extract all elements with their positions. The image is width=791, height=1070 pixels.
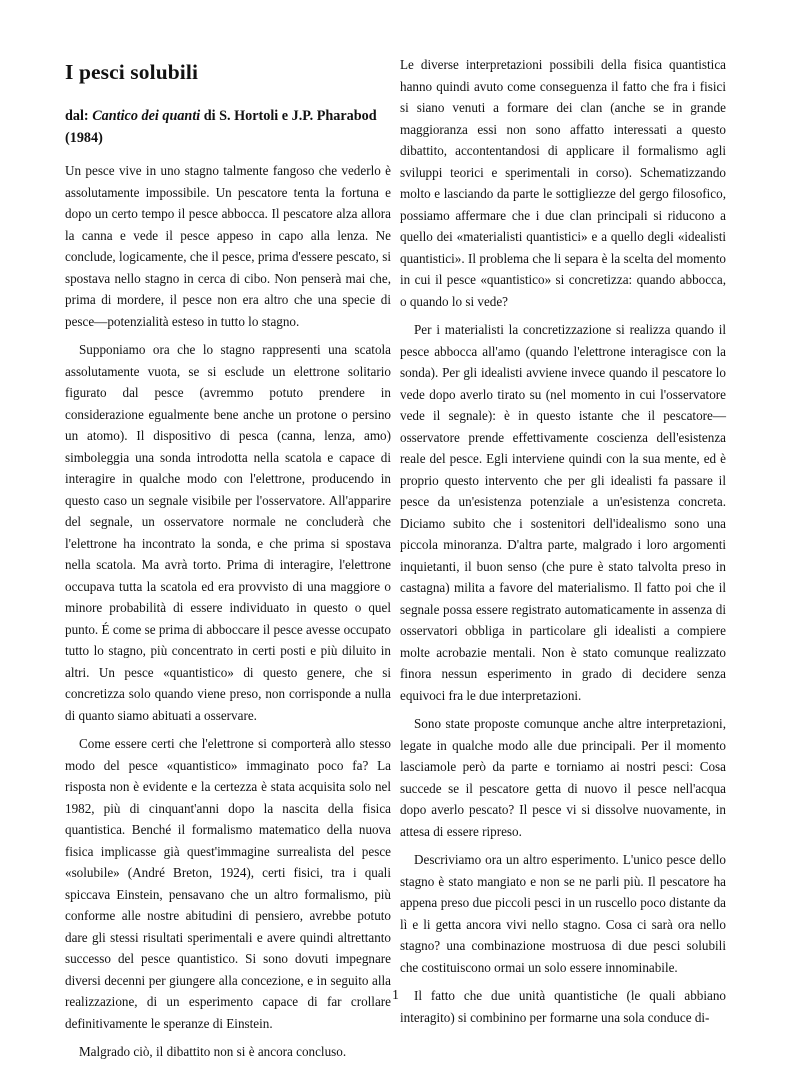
left-column <box>65 54 391 1070</box>
source-authors: di S. Hortoli e J.P. Pharabod (1984) <box>65 108 377 146</box>
paragraph: Le diverse interpretazioni possibili della fisica quantistica hanno quindi avuto come conseguenza il fatto che fra i fisici si siano venuti a formare dei clan (anche se in grande maggioranza essi non sono affatto interessati a questo dibattito, accontentandosi di applicare il formalismo agli sviluppi teorici e sperimentali in corso). Schematizzando molto e lasciando da parte le sottigliezze del gergo filosofico, possiamo affermare che i due clan principali si riducono a quello dei «materialisti quantistici» e a quello degli «idealisti quantistici». Il problema che li separa è la scelta del momento in cui il pesce «quantistico» si concretizza: quando abbocca, o quando lo si vede? <box>400 57 726 309</box>
paragraph: Per i materialisti la concretizzazione si realizza quando il pesce abbocca all'amo (quando l'elettrone interagisce con la sonda). Per gli idealisti avviene invece quando il pescatore lo vede dopo averlo tirato su (nel momento in cui l'osservatore vede il segnale): è in questo istante che il pescatore—osservatore prende effettivamente coscienza dell'esistenza reale del pesce. Egli interviene quindi con la sua mente, ed è proprio questo intervento che per gli idealisti fa passare il pesce da un'esistenza potenziale a un'esistenza concreta. Diciamo subito che i sostenitori dell'idealismo sono una piccola minoranza. D'altra parte, malgrado i loro argomenti inquietanti, il buon senso (che pure è stato talvolta preso in castagna) milita a favore del materialismo. Il fatto poi che il segnale possa essere registrato automaticamente in assenza di osservatori obbliga in particolare gli idealisti a compiere molte acrobazie mentali. Non è stato comunque realizzato finora nessun esperimento in grado di decidere senza equivoci fra le due interpretazioni. <box>400 322 726 703</box>
paragraph: Un pesce vive in uno stagno talmente fangoso che vederlo è assolutamente impossibile. Un pescatore tenta la fortuna e dopo un certo tempo il pesce abbocca. Il pescatore alza allora la canna e vede il pesce appeso in capo alla lenza. Ne conclude, logicamente, che il pesce, prima d'essere pescato, si spostava nello stagno in cerca di cibo. Non penserà mai che, prima di mordere, il pesce non era altro che una specie di pesce—potenzialità esteso in tutto lo stagno. <box>65 163 391 329</box>
source-prefix: dal: <box>65 108 89 124</box>
right-column <box>400 54 726 1035</box>
source-work-title: Cantico dei quanti <box>92 108 201 124</box>
page-number: 1 <box>392 987 399 1002</box>
paragraph: Il fatto che due unità quantistiche (le quali abbiano interagito) si combinino per formarne una sola conduce di- <box>400 988 726 1025</box>
paragraph: Descriviamo ora un altro esperimento. L'unico pesce dello stagno è stato mangiato e non se ne parli più. Il pescatore ha appena preso due piccoli pesci in un ruscello poco distante da lì e li getta ancora vivi nello stagno. Cosa ci sarà ora nello stagno? una combinazione mostruosa di due pesci solubili che costituiscono ormai un solo essere innominabile. <box>400 852 726 975</box>
paragraph: Malgrado ciò, il dibattito non si è ancora concluso. <box>79 1044 347 1059</box>
page-title: I pesci solubili <box>65 60 199 84</box>
paragraph: Come essere certi che l'elettrone si comporterà allo stesso modo del pesce «quantistico» immaginato poco fa? La risposta non è evidente e la certezza è stata acquisita solo nel 1982, più di cinquant'anni dopo la nascita della fisica quantistica. Benché il formalismo matematico della nuova fisica implicasse già quest'immagine surrealista del pesce «solubile» (André Breton, 1924), certi fisici, tra i quali spiccava Einstein, pensavano che un altro formalismo, più conforme alle nostre abitudini di pensiero, avrebbe potuto dare gli stessi risultati sperimentali e avere quindi altrettanto successo del pesce quantistico. Si sono dovuti impegnare diversi decenni per giungere alla concezione, e in seguito alla realizzazione, di un esperimento capace di far crollare definitivamente le speranze di Einstein. <box>65 736 391 1031</box>
source-line <box>65 105 391 149</box>
paragraph: Sono state proposte comunque anche altre interpretazioni, legate in qualche modo alle due principali. Per il momento lasciamole però da parte e torniamo ai nostri pesci: Cosa succede se il pescatore getta di nuovo il pesce nell'acqua dopo averlo pescato? Il pesce vi si dissolve nuovamente, in attesa di essere ripreso. <box>400 716 726 839</box>
paragraph: Supponiamo ora che lo stagno rappresenti una scatola assolutamente vuota, se si esclude un elettrone solitario figurato dal pesce (avremmo potuto prendere in considerazione egualmente bene anche un protone o persino un atomo). Il dispositivo di pesca (canna, lenza, amo) simboleggia una sonda introdotta nella scatola e capace di interagire in qualche modo con l'elettrone, producendo in questo caso un segnale visibile per l'osservatore. All'apparire del segnale, un osservatore normale ne concluderà che l'elettrone ha incontrato la sonda, e che prima si spostava nella scatola. Ma avrà torto. Prima di interagire, l'elettrone occupava tutta la scatola ed era provvisto di una maggiore o minore probabilità di essere individuato in questo o quel punto. É come se prima di abboccare il pesce avesse occupato tutto lo stagno, più concentrato in certi posti e più diluito in altri. Un pesce «quantistico» di questo genere, che si concretizza solo quando viene preso, non corrisponde a nulla di quanto siamo abituati a osservare. <box>65 342 391 723</box>
